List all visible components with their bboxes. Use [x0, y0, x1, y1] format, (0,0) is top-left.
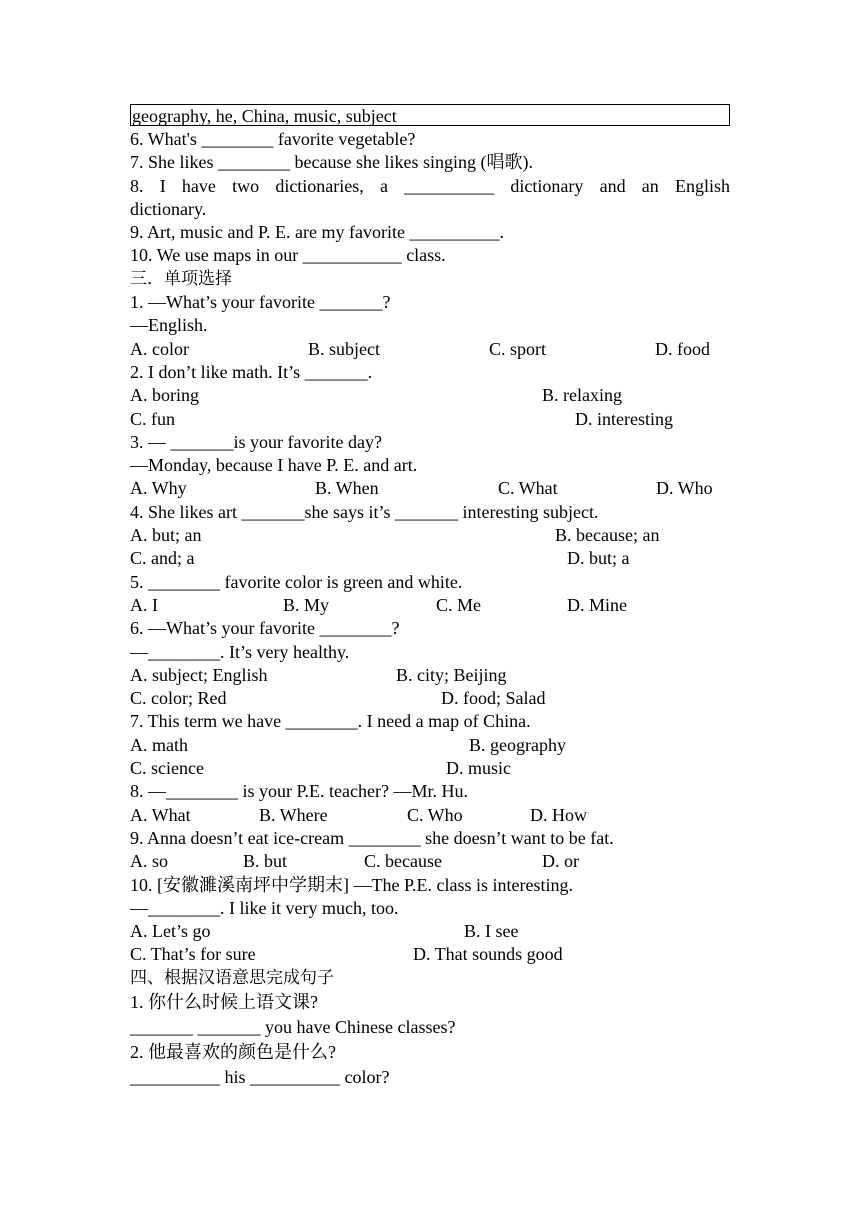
q5-option-a[interactable]: A. I	[130, 594, 158, 615]
q7-option-d[interactable]: D. music	[446, 758, 511, 779]
q10-options-row1	[130, 920, 730, 943]
q2-stem: 2. I don’t like math. It’s _______.	[130, 361, 373, 382]
q1-stem: 1. —What’s your favorite _______?	[130, 292, 391, 313]
s4-q2-blank-line[interactable]: __________ his __________ color?	[130, 1066, 390, 1087]
q2-options-row2	[130, 408, 730, 431]
word-bank-box: geography, he, China, music, subject	[130, 104, 730, 126]
q2-option-b[interactable]: B. relaxing	[542, 385, 622, 406]
q1-options	[130, 338, 730, 361]
part2-item-8-line1: 8. I have two dictionaries, a __________ dictionary and an English	[130, 175, 730, 196]
part2-item-6: 6. What's ________ favorite vegetable?	[130, 129, 416, 149]
q8-option-a[interactable]: A. What	[130, 804, 191, 825]
q10-options-row2	[130, 943, 730, 966]
q2-option-c[interactable]: C. fun	[130, 408, 175, 429]
q7-options-row2	[130, 757, 730, 780]
q4-options-row2	[130, 547, 730, 570]
q7-options-row1	[130, 734, 730, 757]
q3-option-b[interactable]: B. When	[315, 478, 379, 499]
q1-option-b[interactable]: B. subject	[308, 338, 380, 359]
q8-options	[130, 804, 730, 827]
q5-options	[130, 594, 730, 617]
q4-stem: 4. She likes art _______she says it’s _______ interesting subject.	[130, 501, 599, 522]
q3-option-a[interactable]: A. Why	[130, 478, 187, 499]
q5-option-c[interactable]: C. Me	[436, 594, 481, 615]
q8-option-b[interactable]: B. Where	[259, 804, 328, 825]
q6-option-b[interactable]: B. city; Beijing	[396, 664, 507, 685]
q3-answer-line: —Monday, because I have P. E. and art.	[130, 455, 418, 476]
q1-answer-line: —English.	[130, 315, 208, 336]
q9-stem: 9. Anna doesn’t eat ice-cream ________ she doesn’t want to be fat.	[130, 827, 614, 848]
q5-option-d[interactable]: D. Mine	[567, 594, 627, 615]
q3-option-d[interactable]: D. Who	[656, 478, 713, 499]
q9-option-c[interactable]: C. because	[364, 851, 442, 872]
part2-item-10: 10. We use maps in our ___________ class.	[130, 245, 446, 266]
q7-option-b[interactable]: B. geography	[469, 734, 566, 755]
q4-options-row1	[130, 524, 730, 547]
part2-item-8-line2: dictionary.	[130, 198, 207, 219]
q5-option-b[interactable]: B. My	[283, 594, 330, 615]
q9-options	[130, 850, 730, 873]
q3-option-c[interactable]: C. What	[498, 478, 558, 499]
q3-stem: 3. — _______is your favorite day?	[130, 431, 382, 452]
q10-option-a[interactable]: A. Let’s go	[130, 921, 211, 942]
q6-options-row2	[130, 687, 730, 710]
q5-stem: 5. ________ favorite color is green and white.	[130, 571, 463, 592]
q6-option-c[interactable]: C. color; Red	[130, 688, 227, 709]
part2-item-7: 7. She likes ________ because she likes singing (唱歌).	[130, 152, 533, 173]
q6-stem: 6. —What’s your favorite ________?	[130, 618, 400, 639]
q9-option-b[interactable]: B. but	[243, 851, 288, 872]
section-3-title: 三．单项选择	[130, 268, 232, 289]
q7-option-a[interactable]: A. math	[130, 734, 188, 755]
part2-item-9: 9. Art, music and P. E. are my favorite __________.	[130, 222, 504, 243]
q8-option-d[interactable]: D. How	[530, 804, 587, 825]
q2-options-row1	[130, 384, 730, 407]
q4-option-d[interactable]: D. but; a	[567, 548, 630, 569]
q2-option-d[interactable]: D. interesting	[575, 408, 673, 429]
q2-option-a[interactable]: A. boring	[130, 385, 199, 406]
q10-answer-line: —________. I like it very much, too.	[130, 897, 399, 918]
q10-stem: 10. [安徽濉溪南坪中学期末] —The P.E. class is interesting.	[130, 874, 573, 895]
q4-option-c[interactable]: C. and; a	[130, 548, 195, 569]
section-4-title: 四、根据汉语意思完成句子	[130, 967, 334, 988]
q9-option-a[interactable]: A. so	[130, 851, 169, 872]
q6-option-a[interactable]: A. subject; English	[130, 664, 268, 685]
q10-option-d[interactable]: D. That sounds good	[413, 944, 563, 965]
q3-options	[130, 477, 730, 500]
q1-option-c[interactable]: C. sport	[489, 338, 547, 359]
q8-stem: 8. —________ is your P.E. teacher? —Mr. Hu.	[130, 781, 468, 802]
q7-stem: 7. This term we have ________. I need a map of China.	[130, 711, 531, 732]
q8-option-c[interactable]: C. Who	[407, 804, 463, 825]
q4-option-a[interactable]: A. but; an	[130, 525, 202, 546]
q7-option-c[interactable]: C. science	[130, 758, 204, 779]
s4-q1-prompt: 1. 你什么时候上语文课?	[130, 991, 318, 1012]
q10-option-b[interactable]: B. I see	[464, 921, 519, 942]
q9-option-d[interactable]: D. or	[542, 851, 579, 872]
q6-answer-line: —________. It’s very healthy.	[130, 641, 350, 662]
q6-options-row1	[130, 664, 730, 687]
q10-option-c[interactable]: C. That’s for sure	[130, 944, 256, 965]
q6-option-d[interactable]: D. food; Salad	[441, 688, 546, 709]
worksheet-page	[130, 104, 730, 1090]
s4-q1-blank-line[interactable]: _______ _______ you have Chinese classes?	[130, 1016, 456, 1037]
s4-q2-prompt: 2. 他最喜欢的颜色是什么?	[130, 1041, 336, 1062]
q1-option-a[interactable]: A. color	[130, 338, 189, 359]
q4-option-b[interactable]: B. because; an	[555, 525, 660, 546]
q1-option-d[interactable]: D. food	[655, 338, 710, 359]
